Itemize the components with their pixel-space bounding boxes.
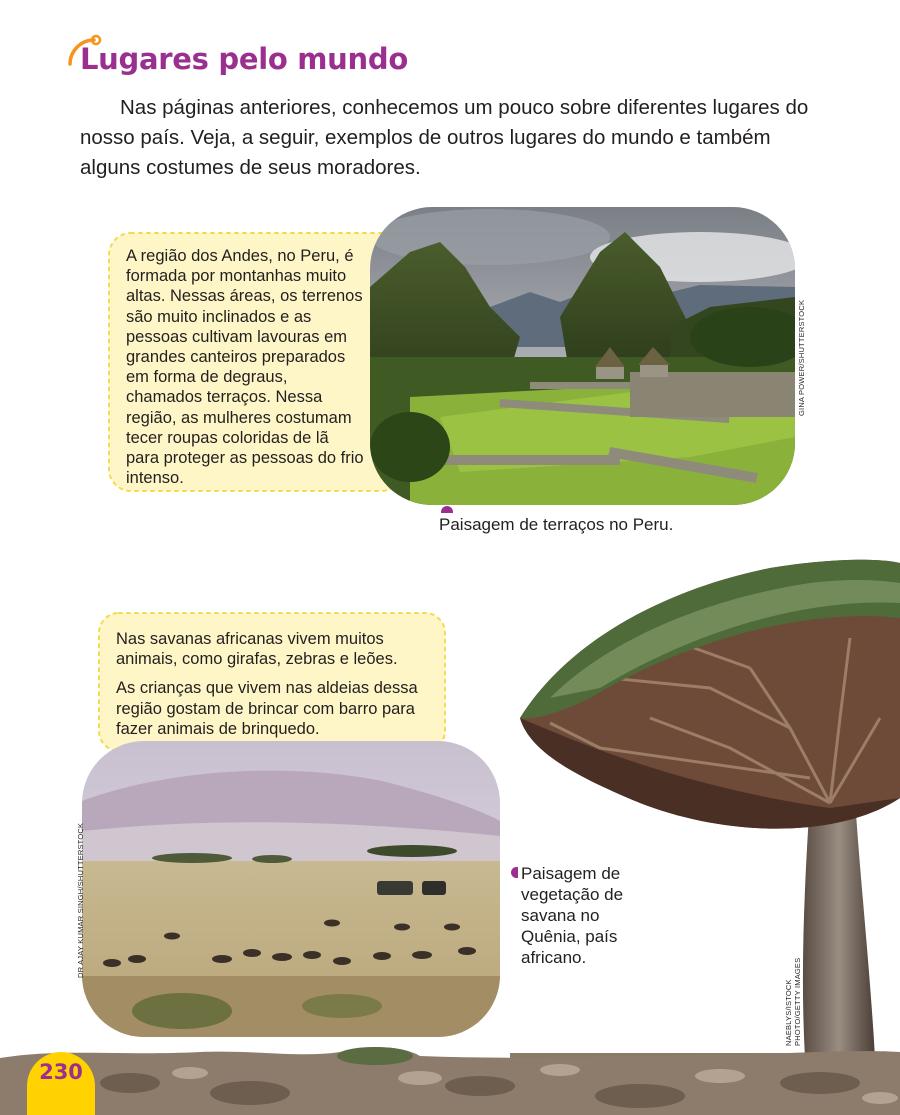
- caption-bullet-icon: [441, 506, 453, 513]
- savanna-description: [116, 629, 436, 739]
- kenya-savanna-photo: [82, 741, 500, 1037]
- caption-bullet-icon: [511, 867, 518, 878]
- tree-photo-credit-1: NAEBLYS/ISTOCK: [784, 979, 793, 1046]
- peru-caption: Paisagem de terraços no Peru.: [439, 515, 674, 534]
- page-title: Lugares pelo mundo: [80, 42, 408, 76]
- savanna-text-2: As crianças que vivem nas aldeias dessa região gostam de brincar com barro para fazer animais de brinquedo.: [116, 679, 418, 738]
- peru-photo-credit: GINA POWER/SHUTTERSTOCK: [797, 299, 806, 416]
- page-number: 230: [39, 1060, 83, 1084]
- dragon-tree-photo: [510, 548, 900, 1068]
- rocky-ground-decoration: [0, 1038, 900, 1115]
- andes-description: A região dos Andes, no Peru, é formada por montanhas muito altas. Nessas áreas, os terrenos são muito inclinados e as pessoas cultivam lavouras em grandes canteiros preparados em forma de degraus, chamados terraços. Nessa região, as mulheres costumam tecer roupas coloridas de lã para proteger as pessoas do frio intenso.: [126, 247, 364, 488]
- peru-terraces-photo: [370, 207, 795, 505]
- savanna-caption: Paisagem de vegetação de savana no Quênia, país africano.: [521, 864, 624, 967]
- intro-paragraph: Nas páginas anteriores, conhecemos um pouco sobre diferentes lugares do nosso país. Veja, a seguir, exemplos de outros lugares do mundo e também alguns costumes de seus moradores.: [80, 96, 809, 179]
- savanna-photo-credit: DR AJAY KUMAR SINGH/SHUTTERSTOCK: [76, 822, 85, 978]
- savanna-text-1: Nas savanas africanas vivem muitos animais, como girafas, zebras e leões.: [116, 630, 398, 669]
- tree-photo-credit-2: PHOTO/GETTY IMAGES: [793, 957, 802, 1046]
- page-number-badge: [27, 1052, 95, 1115]
